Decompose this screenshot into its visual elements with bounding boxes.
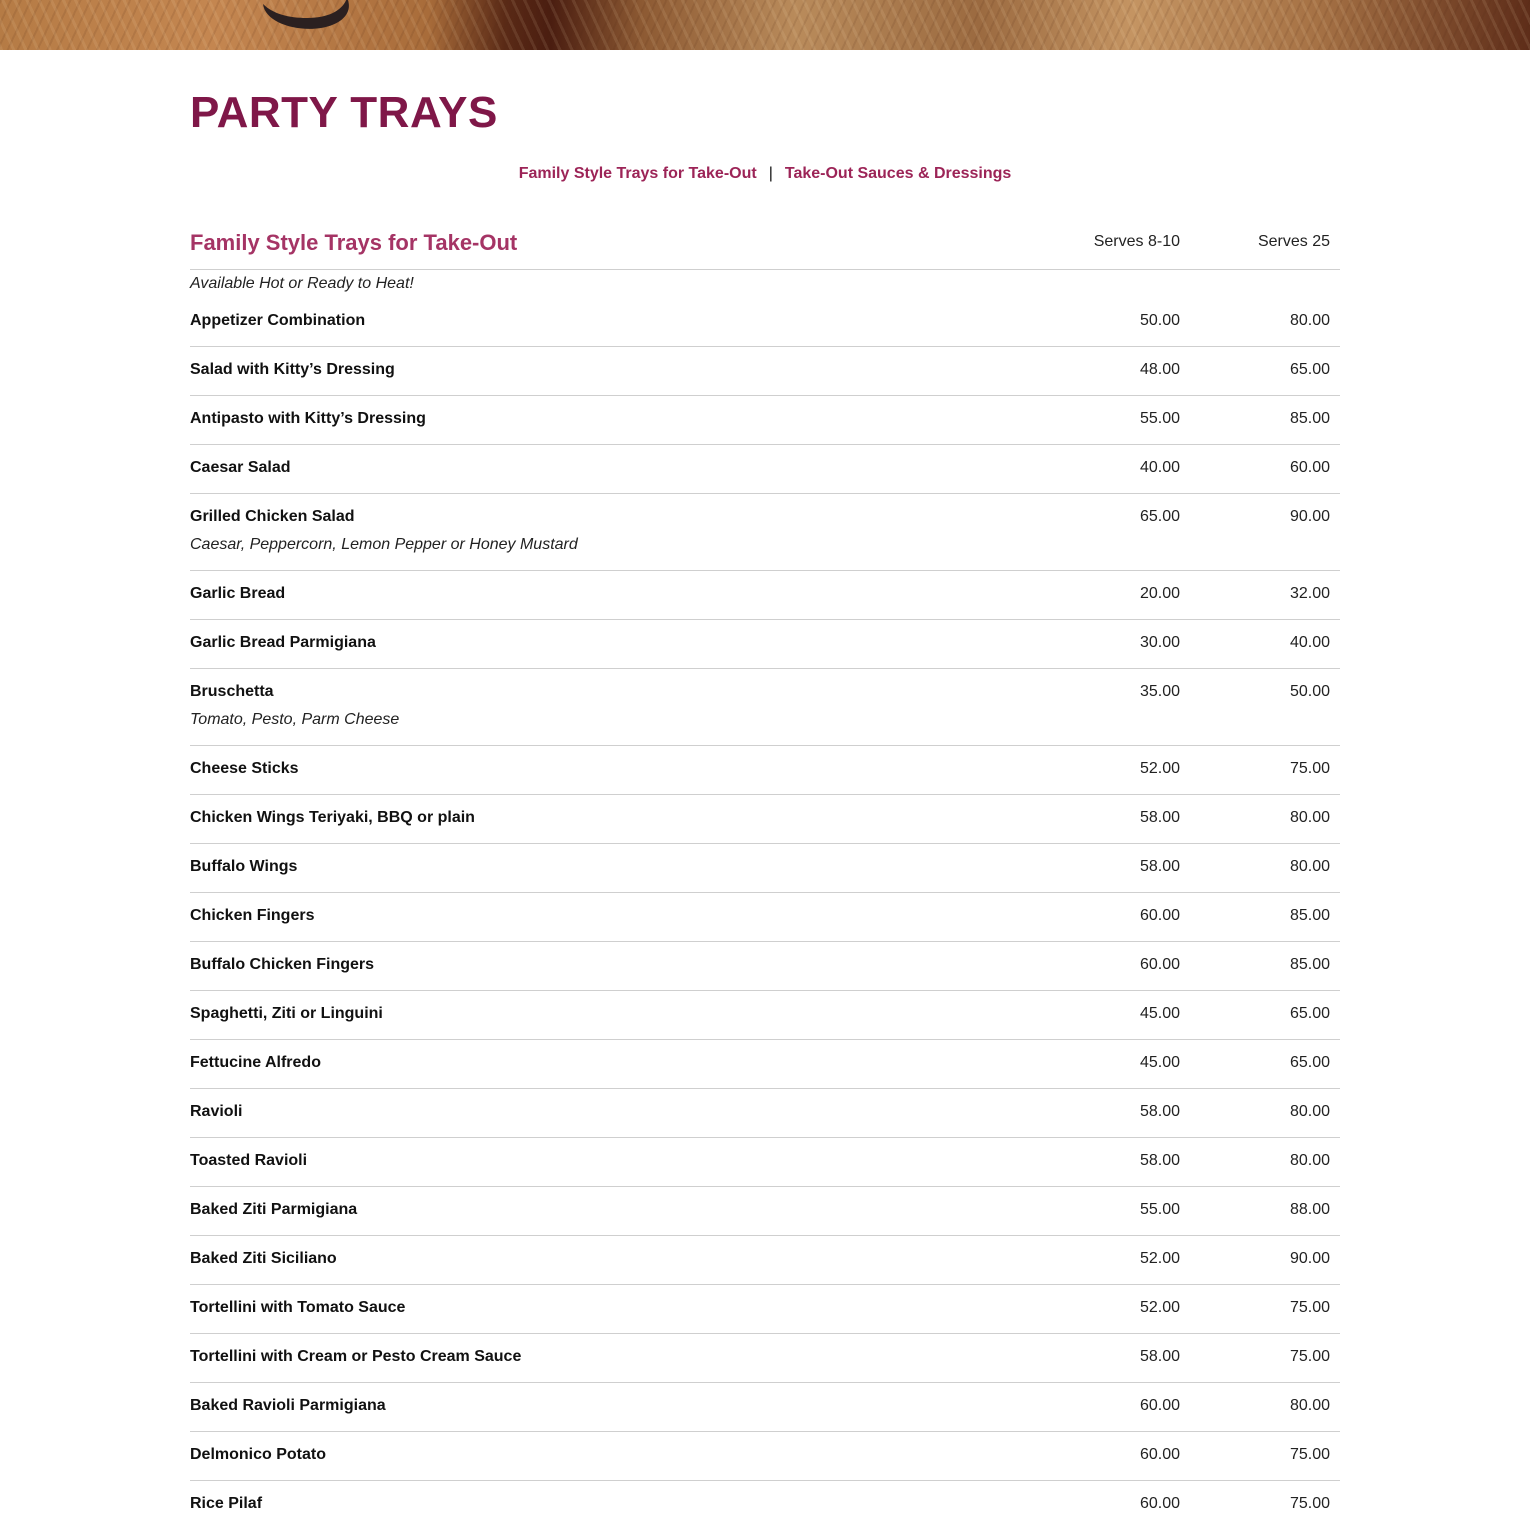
price-serves-25: 85.00 <box>1289 956 1330 973</box>
menu-item-row <box>190 795 1340 844</box>
menu-item-name: Baked Ziti Parmigiana <box>190 1201 358 1218</box>
menu-item-description: Caesar, Peppercorn, Lemon Pepper or Honey Mustard <box>190 536 578 553</box>
price-serves-25: 80.00 <box>1289 1152 1330 1169</box>
section-header <box>190 220 1340 270</box>
price-serves-8-10: 60.00 <box>1139 1446 1180 1463</box>
menu-item-name: Rice Pilaf <box>190 1495 263 1512</box>
price-serves-25: 50.00 <box>1289 683 1330 700</box>
section-note: Available Hot or Ready to Heat! <box>190 275 414 292</box>
price-serves-25: 65.00 <box>1289 361 1330 378</box>
menu-item-row <box>190 347 1340 396</box>
price-serves-8-10: 65.00 <box>1139 508 1180 525</box>
menu-item-name: Fettucine Alfredo <box>190 1054 321 1071</box>
menu-item-row <box>190 445 1340 494</box>
price-serves-8-10: 60.00 <box>1139 1397 1180 1414</box>
page-title: PARTY TRAYS <box>190 88 498 137</box>
logo-swash-icon[interactable] <box>255 0 365 34</box>
menu-item-row <box>190 1383 1340 1432</box>
menu-item-name: Baked Ziti Siciliano <box>190 1250 337 1267</box>
price-serves-8-10: 60.00 <box>1139 1495 1180 1512</box>
price-serves-25: 75.00 <box>1289 1446 1330 1463</box>
price-serves-25: 32.00 <box>1289 585 1330 602</box>
menu-item-name: Baked Ravioli Parmigiana <box>190 1397 386 1414</box>
menu-item-name: Chicken Fingers <box>190 907 315 924</box>
price-serves-25: 85.00 <box>1289 907 1330 924</box>
menu-item-row <box>190 1481 1340 1530</box>
menu-item-row <box>190 494 1340 571</box>
menu-item-name: Antipasto with Kitty’s Dressing <box>190 410 426 427</box>
menu-item-name: Delmonico Potato <box>190 1446 327 1463</box>
menu-item-row <box>190 893 1340 942</box>
price-serves-8-10: 30.00 <box>1139 634 1180 651</box>
price-serves-25: 65.00 <box>1289 1005 1330 1022</box>
price-serves-25: 75.00 <box>1289 760 1330 777</box>
menu-item-row <box>190 1334 1340 1383</box>
hero-texture <box>0 0 1530 50</box>
price-serves-25: 80.00 <box>1289 1397 1330 1414</box>
menu-item-name: Grilled Chicken Salad <box>190 508 355 525</box>
price-serves-25: 88.00 <box>1289 1201 1330 1218</box>
price-serves-8-10: 55.00 <box>1139 410 1180 427</box>
column-header-serves-8-10: Serves 8-10 <box>1093 233 1180 250</box>
hero-banner <box>0 0 1530 50</box>
menu-item-name: Appetizer Combination <box>190 312 366 329</box>
menu-item-row <box>190 396 1340 445</box>
price-serves-8-10: 55.00 <box>1139 1201 1180 1218</box>
menu-item-name: Garlic Bread Parmigiana <box>190 634 376 651</box>
column-header-serves-25: Serves 25 <box>1257 233 1330 250</box>
menu-item-row <box>190 746 1340 795</box>
price-serves-25: 40.00 <box>1289 634 1330 651</box>
price-serves-8-10: 58.00 <box>1139 858 1180 875</box>
price-serves-8-10: 58.00 <box>1139 1348 1180 1365</box>
menu-item-name: Garlic Bread <box>190 585 286 602</box>
price-serves-8-10: 52.00 <box>1139 1250 1180 1267</box>
price-serves-25: 90.00 <box>1289 508 1330 525</box>
price-serves-25: 80.00 <box>1289 1103 1330 1120</box>
price-serves-8-10: 35.00 <box>1139 683 1180 700</box>
subnav-link-family-style-trays[interactable]: Family Style Trays for Take-Out <box>518 165 757 182</box>
menu-item-name: Salad with Kitty’s Dressing <box>190 361 395 378</box>
menu-item-row <box>190 1236 1340 1285</box>
subnav-separator: | <box>768 165 773 182</box>
menu-item-name: Chicken Wings Teriyaki, BBQ or plain <box>190 809 475 826</box>
price-serves-8-10: 52.00 <box>1139 1299 1180 1316</box>
price-serves-25: 80.00 <box>1289 312 1330 329</box>
menu-item-row <box>190 844 1340 893</box>
price-serves-8-10: 45.00 <box>1139 1054 1180 1071</box>
menu-item-name: Buffalo Chicken Fingers <box>190 956 375 973</box>
menu-item-row <box>190 942 1340 991</box>
price-serves-25: 75.00 <box>1289 1495 1330 1512</box>
menu-item-row <box>190 1040 1340 1089</box>
price-serves-25: 75.00 <box>1289 1299 1330 1316</box>
price-serves-25: 85.00 <box>1289 410 1330 427</box>
price-serves-8-10: 60.00 <box>1139 907 1180 924</box>
menu-item-name: Buffalo Wings <box>190 858 298 875</box>
menu-item-name: Toasted Ravioli <box>190 1152 308 1169</box>
menu-item-row <box>190 1187 1340 1236</box>
menu-item-name: Bruschetta <box>190 683 274 700</box>
price-serves-8-10: 60.00 <box>1139 956 1180 973</box>
price-serves-8-10: 52.00 <box>1139 760 1180 777</box>
price-serves-25: 65.00 <box>1289 1054 1330 1071</box>
price-serves-8-10: 58.00 <box>1139 1103 1180 1120</box>
menu-rows <box>190 298 1340 1530</box>
price-serves-8-10: 58.00 <box>1139 1152 1180 1169</box>
price-serves-8-10: 20.00 <box>1139 585 1180 602</box>
menu-item-row <box>190 1432 1340 1481</box>
menu-item-row <box>190 1138 1340 1187</box>
menu-table <box>190 220 1340 1530</box>
price-serves-25: 60.00 <box>1289 459 1330 476</box>
subnav-link-sauces-dressings[interactable]: Take-Out Sauces & Dressings <box>784 165 1012 182</box>
menu-item-row <box>190 1089 1340 1138</box>
price-serves-25: 80.00 <box>1289 858 1330 875</box>
price-serves-8-10: 40.00 <box>1139 459 1180 476</box>
price-serves-8-10: 50.00 <box>1139 312 1180 329</box>
menu-item-name: Cheese Sticks <box>190 760 299 777</box>
menu-item-description: Tomato, Pesto, Parm Cheese <box>190 711 400 728</box>
menu-item-row <box>190 620 1340 669</box>
menu-item-row <box>190 571 1340 620</box>
menu-item-name: Tortellini with Tomato Sauce <box>190 1299 406 1316</box>
subnav <box>0 165 1530 183</box>
menu-item-row <box>190 1285 1340 1334</box>
price-serves-8-10: 48.00 <box>1139 361 1180 378</box>
menu-item-name: Caesar Salad <box>190 459 291 476</box>
menu-item-row <box>190 669 1340 746</box>
price-serves-25: 90.00 <box>1289 1250 1330 1267</box>
menu-item-row <box>190 991 1340 1040</box>
menu-item-name: Spaghetti, Ziti or Linguini <box>190 1005 383 1022</box>
price-serves-8-10: 45.00 <box>1139 1005 1180 1022</box>
menu-item-name: Ravioli <box>190 1103 243 1120</box>
price-serves-25: 75.00 <box>1289 1348 1330 1365</box>
menu-item-name: Tortellini with Cream or Pesto Cream Sauce <box>190 1348 522 1365</box>
menu-item-row <box>190 298 1340 347</box>
price-serves-25: 80.00 <box>1289 809 1330 826</box>
section-title: Family Style Trays for Take-Out <box>190 230 518 255</box>
price-serves-8-10: 58.00 <box>1139 809 1180 826</box>
